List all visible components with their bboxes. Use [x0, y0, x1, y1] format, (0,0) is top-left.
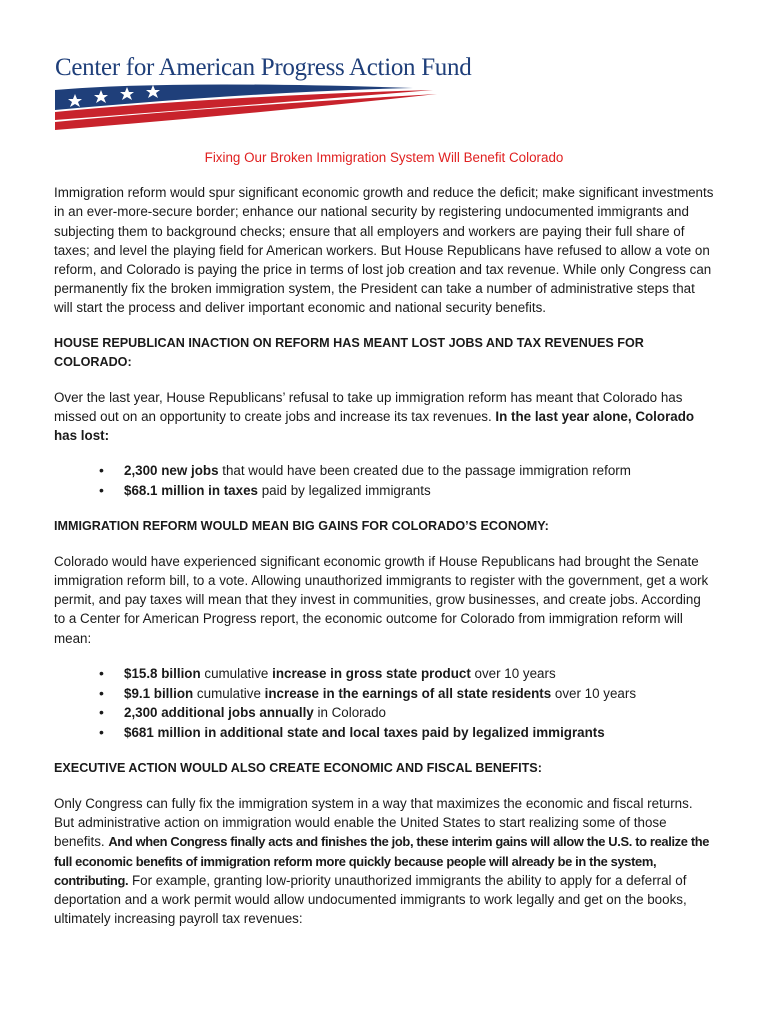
- list-item: • 2,300 new jobs that would have been created due to the passage immigration reform: [54, 461, 714, 481]
- list-item: • $15.8 billion cumulative increase in gross state product over 10 years: [54, 664, 714, 684]
- list-item: • $9.1 billion cumulative increase in the earnings of all state residents over 10 years: [54, 684, 714, 704]
- page-title: Fixing Our Broken Immigration System Will Benefit Colorado: [204, 150, 564, 165]
- lost-jobs-list: [54, 461, 714, 501]
- logo-text: Center for American Progress Action Fund: [55, 54, 472, 81]
- document-body: [54, 148, 714, 944]
- list-item: • $68.1 million in taxes paid by legalized immigrants: [54, 481, 714, 501]
- list-item: • 2,300 additional jobs annually in Colorado: [54, 703, 714, 723]
- section-heading-economic-gains: IMMIGRATION REFORM WOULD MEAN BIG GAINS FOR COLORADO’S ECONOMY:: [54, 518, 549, 533]
- executive-action-paragraph: Only Congress can fully fix the immigration system in a way that maximizes the economic and fiscal returns. But administrative action on immigration would enable the United States to start realizing some of those benefits. And when Congress finally acts and finishes the job, these interim gains will allow the U.S. to realize the full economic benefits of immigration reform more quickly because people will already be in the system, contributing. For example, granting low-priority unauthorized immigrants the ability to apply for a deferral of deportation and a work permit would allow undocumented immigrants to work legally and get on the books, ultimately increasing payroll tax revenues:: [54, 796, 710, 927]
- economic-gains-list: [54, 664, 714, 743]
- intro-paragraph: Immigration reform would spur significant economic growth and reduce the deficit; make significant investments in an ever-more-secure border; enhance our national security by registering undocumented immigrants and subjecting them to background checks; ensure that all employers and workers are paying their full share of taxes; and level the playing field for American workers. But House Republicans have refused to allow a vote on reform, and Colorado is paying the price in terms of lost job creation and tax revenue. While only Congress can permanently fix the broken immigration system, the President can take a number of administrative steps that will start the process and deliver important economic and national security benefits.: [54, 185, 714, 316]
- list-item: • $681 million in additional state and local taxes paid by legalized immigrants: [54, 723, 714, 743]
- economic-gains-paragraph: Colorado would have experienced significant economic growth if House Republicans had brought the Senate immigration reform bill, to a vote. Allowing unauthorized immigrants to register with the government, get a work permit, and pay taxes will mean that they invest in communities, grow businesses, and create jobs. According to a Center for American Progress report, the economic outcome for Colorado from immigration reform will mean:: [54, 553, 709, 646]
- lost-jobs-paragraph: Over the last year, House Republicans’ refusal to take up immigration reform has meant that Colorado has missed out on an opportunity to create jobs and increase its tax revenues. In the last year alone, Colorado has lost:: [54, 389, 695, 444]
- section-heading-executive-action: EXECUTIVE ACTION WOULD ALSO CREATE ECONOMIC AND FISCAL BENEFITS:: [54, 761, 542, 776]
- flag-swoosh-logo-icon: [53, 78, 443, 132]
- logo: [53, 52, 472, 132]
- section-heading-lost-jobs: HOUSE REPUBLICAN INACTION ON REFORM HAS MEANT LOST JOBS AND TAX REVENUES FOR COLORADO:: [54, 335, 644, 369]
